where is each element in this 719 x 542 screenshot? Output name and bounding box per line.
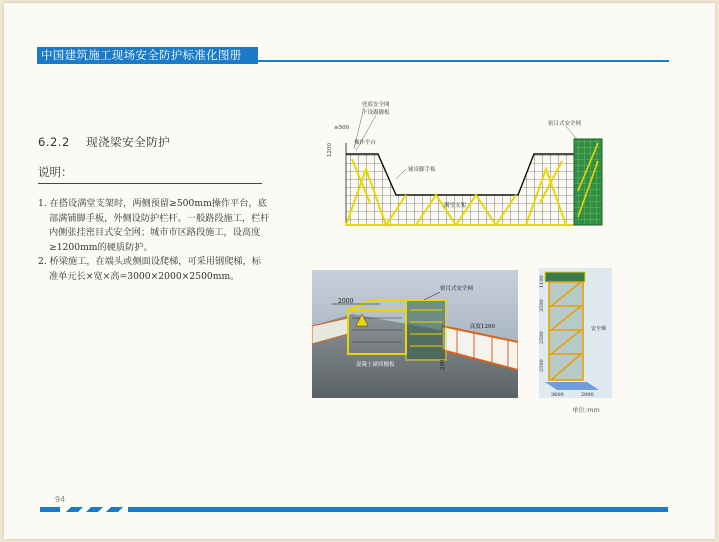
explanation-item: 1. 在搭设满堂支架时，两侧预留≥500mm操作平台，底部满铺脚手板，外侧设防护栏杆。一般路段施工，栏杆内侧张挂密目式安全网；城市市区路段施工，设高度≥1200mm的硬质防护。 (38, 198, 270, 253)
section-title: 现浇梁安全防护 (86, 135, 171, 149)
label-dim-3500: 3500 (539, 299, 545, 312)
label-dim-1100: 1100 (539, 275, 545, 288)
side-dense-net (574, 139, 602, 225)
label-dim-2500b: 2500 (539, 359, 545, 372)
platform-3d-figure (312, 270, 518, 398)
label-dim-3600: 3600 (551, 392, 564, 398)
label-toe-board: 下设踢脚板 (362, 110, 390, 116)
label-dense-net: 密目式安全网 (440, 286, 474, 292)
label-dim-2500a: 2500 (539, 331, 545, 344)
label-ladder: 安全梯 (591, 326, 607, 332)
page-number: 94 (55, 495, 66, 504)
explanation-rule (38, 183, 262, 184)
formwork-section-figure (326, 99, 612, 229)
explanation-item: 2. 桥梁施工，在端头或侧面设爬梯，可采用钢爬梯，标准单元长×宽×高=3000×2000×2500mm。 (38, 256, 261, 282)
label-dim-1200: 1200 (327, 143, 333, 157)
section-heading (38, 134, 170, 150)
header-rule (258, 60, 669, 62)
label-platform: 操作平台 (354, 140, 377, 146)
label-dim-2000: 2000 (581, 392, 594, 398)
label-dim-200: 200 (440, 359, 446, 370)
label-scaffold-board: 铺设脚手板 (408, 167, 436, 173)
header-title: 中国建筑施工现场安全防护标准化图册 (41, 48, 242, 62)
explanation-text (38, 197, 270, 284)
footer-stripe (4, 503, 715, 517)
section-number: 6.2.2 (38, 135, 70, 149)
label-height: 高度1200 (470, 324, 495, 330)
label-dim-500: ≥500 (334, 125, 350, 131)
label-dim-2000: 2000 (338, 298, 354, 305)
label-hard-barrier: 混凝土硬质栅板 (356, 362, 395, 368)
scaffold-grid (346, 154, 574, 225)
unit-label: 单位:mm (572, 406, 600, 414)
label-safety-net: 兜底安全网 (362, 102, 390, 108)
label-support: 满堂支架 (444, 203, 467, 209)
explanation-label: 说明： (38, 165, 73, 179)
ladder-tower-figure (539, 268, 612, 398)
label-dense-net: 密目式安全网 (548, 121, 582, 127)
manual-page (4, 3, 715, 539)
